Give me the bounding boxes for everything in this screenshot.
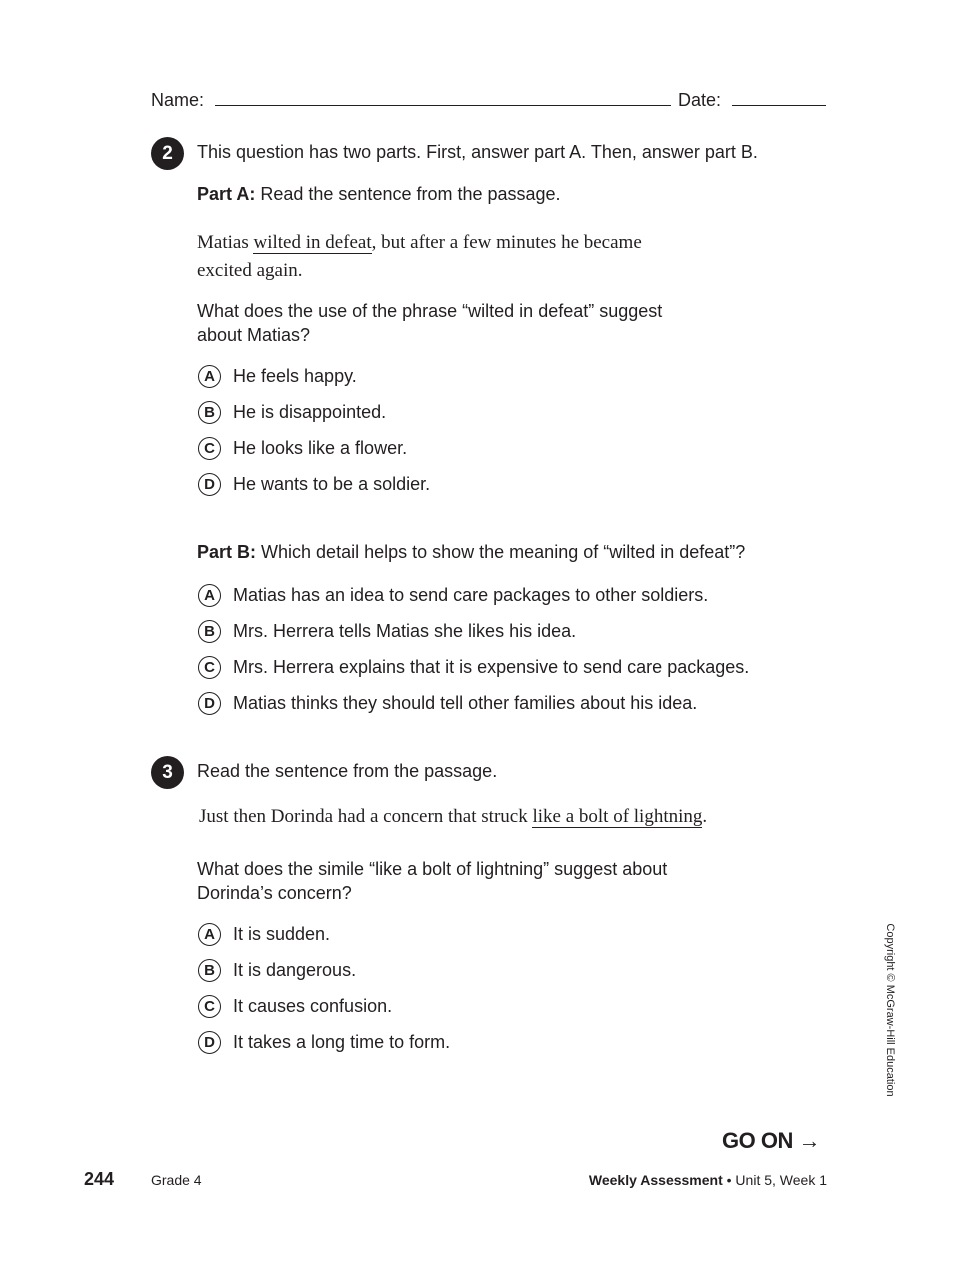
grade-label: Grade 4 — [151, 1172, 202, 1188]
date-field[interactable] — [678, 90, 826, 111]
bubble-a[interactable]: A — [198, 365, 221, 388]
part-a-heading — [197, 184, 561, 205]
bubble-d[interactable]: D — [198, 1031, 221, 1054]
name-label: Name: — [151, 90, 205, 110]
copyright-notice: Copyright © McGraw-Hill Education — [884, 923, 896, 1097]
part-b-question: Which detail helps to show the meaning of “wilted in defeat”? — [261, 542, 746, 562]
part-b-choices — [198, 581, 749, 717]
part-b-heading — [197, 542, 745, 563]
go-on-indicator — [722, 1128, 820, 1154]
choice-b[interactable]: B It is dangerous. — [198, 956, 450, 984]
choice-b[interactable]: B Mrs. Herrera tells Matias she likes his idea. — [198, 617, 749, 645]
choice-d[interactable]: D It takes a long time to form. — [198, 1028, 450, 1056]
choice-a[interactable]: A It is sudden. — [198, 920, 450, 948]
bubble-d[interactable]: D — [198, 692, 221, 715]
choice-d[interactable]: D Matias thinks they should tell other families about his idea. — [198, 689, 749, 717]
bubble-d[interactable]: D — [198, 473, 221, 496]
date-label: Date: — [678, 90, 722, 110]
part-a-label: Part A: — [197, 184, 256, 204]
bubble-b[interactable]: B — [198, 401, 221, 424]
part-a-choices — [198, 362, 430, 498]
bubble-b[interactable]: B — [198, 959, 221, 982]
name-line[interactable] — [215, 105, 671, 106]
part-a-question: What does the use of the phrase “wilted in defeat” suggest about Matias? — [197, 301, 663, 345]
choice-d[interactable]: D He wants to be a soldier. — [198, 470, 430, 498]
question-3-number: 3 — [151, 756, 184, 789]
question-2-intro: This question has two parts. First, answer part A. Then, answer part B. — [197, 142, 758, 162]
bubble-a[interactable]: A — [198, 584, 221, 607]
bubble-c[interactable]: C — [198, 656, 221, 679]
go-on-label: GO ON — [722, 1128, 793, 1153]
date-line[interactable] — [732, 105, 826, 106]
part-a-instruction: Read the sentence from the passage. — [260, 184, 561, 204]
choice-a[interactable]: A Matias has an idea to send care packages to other soldiers. — [198, 581, 749, 609]
part-b-label: Part B: — [197, 542, 257, 562]
bubble-a[interactable]: A — [198, 923, 221, 946]
question-3-excerpt: Just then Dorinda had a concern that struck like a bolt of lightning. — [199, 806, 708, 827]
question-3-prompt: What does the simile “like a bolt of lightning” suggest about Dorinda’s concern? — [197, 859, 668, 903]
question-3-instruction: Read the sentence from the passage. — [197, 761, 498, 781]
choice-a[interactable]: A He feels happy. — [198, 362, 430, 390]
page-number: 244 — [84, 1169, 115, 1189]
arrow-right-icon: → — [798, 1128, 820, 1153]
choice-c[interactable]: C He looks like a flower. — [198, 434, 430, 462]
underlined-phrase: wilted in defeat — [253, 232, 372, 253]
bubble-c[interactable]: C — [198, 995, 221, 1018]
underlined-phrase: like a bolt of lightning — [532, 806, 703, 827]
question-3-choices — [198, 920, 450, 1056]
choice-b[interactable]: B He is disappointed. — [198, 398, 430, 426]
choice-c[interactable]: C Mrs. Herrera explains that it is expensive to send care packages. — [198, 653, 749, 681]
question-2-number: 2 — [151, 137, 184, 170]
assessment-label: Weekly Assessment • Unit 5, Week 1 — [588, 1172, 827, 1188]
name-field[interactable] — [151, 90, 671, 111]
bubble-b[interactable]: B — [198, 620, 221, 643]
part-a-excerpt: Matias wilted in defeat, but after a few minutes he became excited again. — [197, 232, 642, 281]
bubble-c[interactable]: C — [198, 437, 221, 460]
choice-c[interactable]: C It causes confusion. — [198, 992, 450, 1020]
